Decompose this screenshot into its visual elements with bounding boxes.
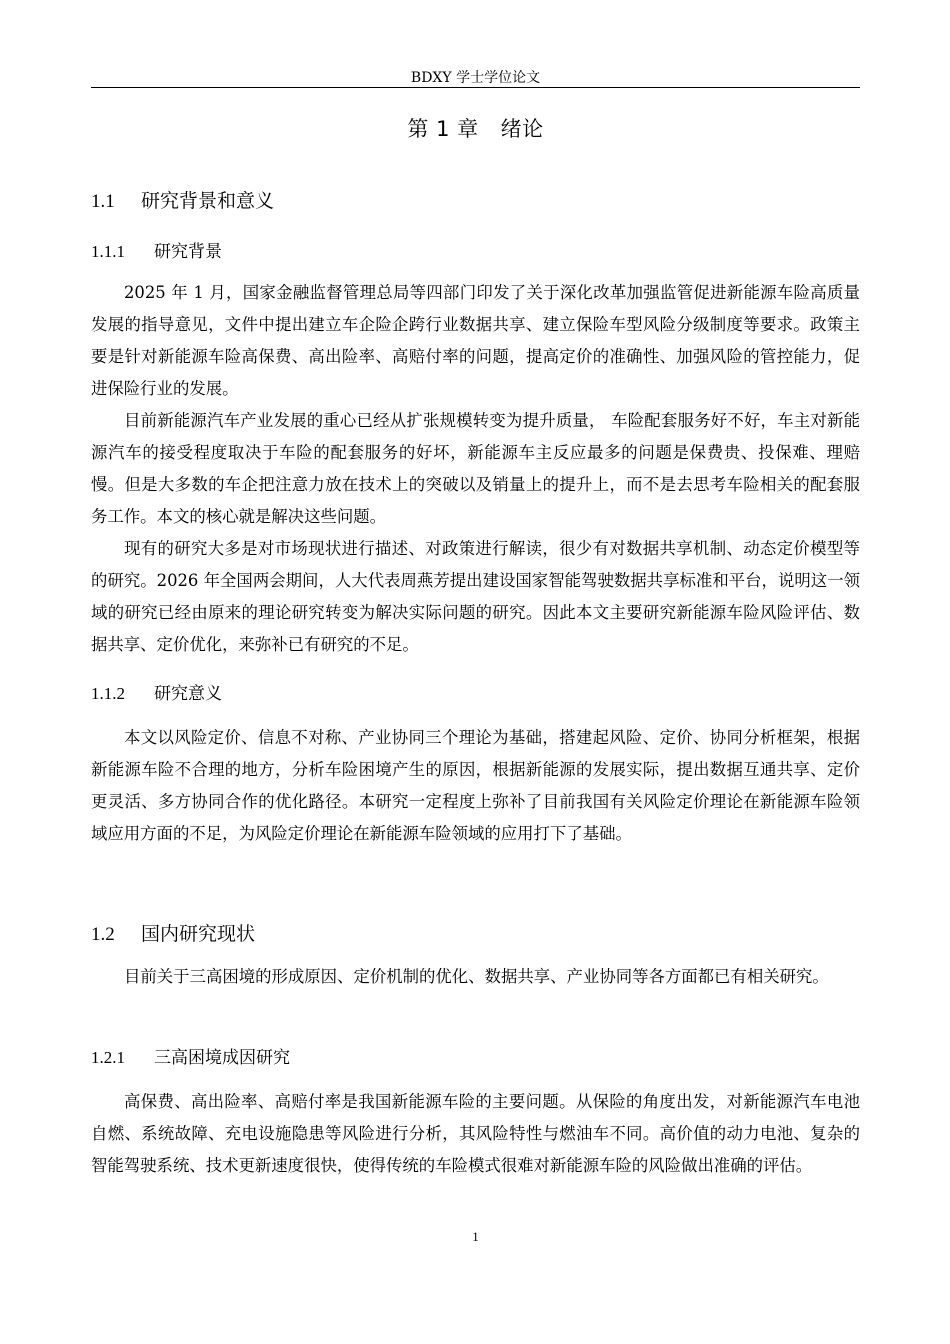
section-title: 国内研究现状 [141, 923, 256, 945]
section-heading-1-1 [91, 185, 860, 218]
subsection-heading-1-2-1 [91, 1044, 860, 1072]
chapter-number: 第 1 章 [407, 117, 479, 141]
body-paragraph: 目前新能源汽车产业发展的重心已经从扩张规模转变为提升质量， 车险配套服务好不好，车主对新能源汽车的接受程度取决于车险的配套服务的好坏，新能源车主反应最多的问题是保费贵、投保难、理赔慢。但是大多数的车企把注意力放在技术上的突破以及销量上的提升上，而不是去思考车险相关的配套服务工作。本文的核心就是解决这些问题。 [91, 411, 860, 526]
running-header: BDXY 学士学位论文 [410, 70, 541, 86]
section-number: 1.1 [91, 191, 115, 212]
body-paragraph: 现有的研究大多是对市场现状进行描述、对政策进行解读，很少有对数据共享机制、动态定价模型等的研究。2026 年全国两会期间，人大代表周燕芳提出建设国家智能驾驶数据共享标准和平台，说明这一领域的研究已经由原来的理论研究转变为解决实际问题的研究。因此本文主要研究新能源车险风险评估、数据共享、定价优化，来弥补已有研究的不足。 [91, 539, 860, 654]
subsection-number: 1.1.2 [91, 684, 125, 703]
header-rule [91, 87, 860, 88]
subsection-title: 三高困境成因研究 [154, 1048, 290, 1068]
body-paragraph: 目前关于三高困境的形成原因、定价机制的优化、数据共享、产业协同等各方面都已有相关研究。 [124, 967, 829, 986]
body-paragraph: 本文以风险定价、信息不对称、产业协同三个理论为基础，搭建起风险、定价、协同分析框架，根据新能源车险不合理的地方，分析车险困境产生的原因，根据新能源的发展实际，提出数据互通共享、定价更灵活、多方协同合作的优化路径。本研究一定程度上弥补了目前我国有关风险定价理论在新能源车险领域应用方面的不足，为风险定价理论在新能源车险领域的应用打下了基础。 [91, 728, 860, 843]
chapter-name: 绪论 [500, 117, 544, 141]
subsection-heading-1-1-2 [91, 680, 860, 708]
section-number: 1.2 [91, 924, 115, 945]
subsection-title: 研究意义 [154, 684, 222, 704]
subsection-number: 1.2.1 [91, 1048, 125, 1067]
subsection-number: 1.1.1 [91, 242, 125, 261]
subsection-heading-1-1-1 [91, 238, 860, 266]
section-title: 研究背景和意义 [141, 190, 275, 212]
chapter-title [91, 112, 860, 146]
page-number: 1 [472, 1229, 479, 1244]
body-paragraph: 2025 年 1 月，国家金融监督管理总局等四部门印发了关于深化改革加强监管促进新能源车险高质量发展的指导意见，文件中提出建立车企险企跨行业数据共享、建立保险车型风险分级制度等要求。政策主要是针对新能源车险高保费、高出险率、高赔付率的问题，提高定价的准确性、加强风险的管控能力，促进保险行业的发展。 [91, 283, 860, 398]
body-paragraph: 高保费、高出险率、高赔付率是我国新能源车险的主要问题。从保险的角度出发，对新能源汽车电池自燃、系统故障、充电设施隐患等风险进行分析，其风险特性与燃油车不同。高价值的动力电池、复杂的智能驾驶系统、技术更新速度很快，使得传统的车险模式很难对新能源车险的风险做出准确的评估。 [91, 1092, 860, 1175]
subsection-title: 研究背景 [154, 242, 222, 262]
section-heading-1-2 [91, 918, 860, 951]
